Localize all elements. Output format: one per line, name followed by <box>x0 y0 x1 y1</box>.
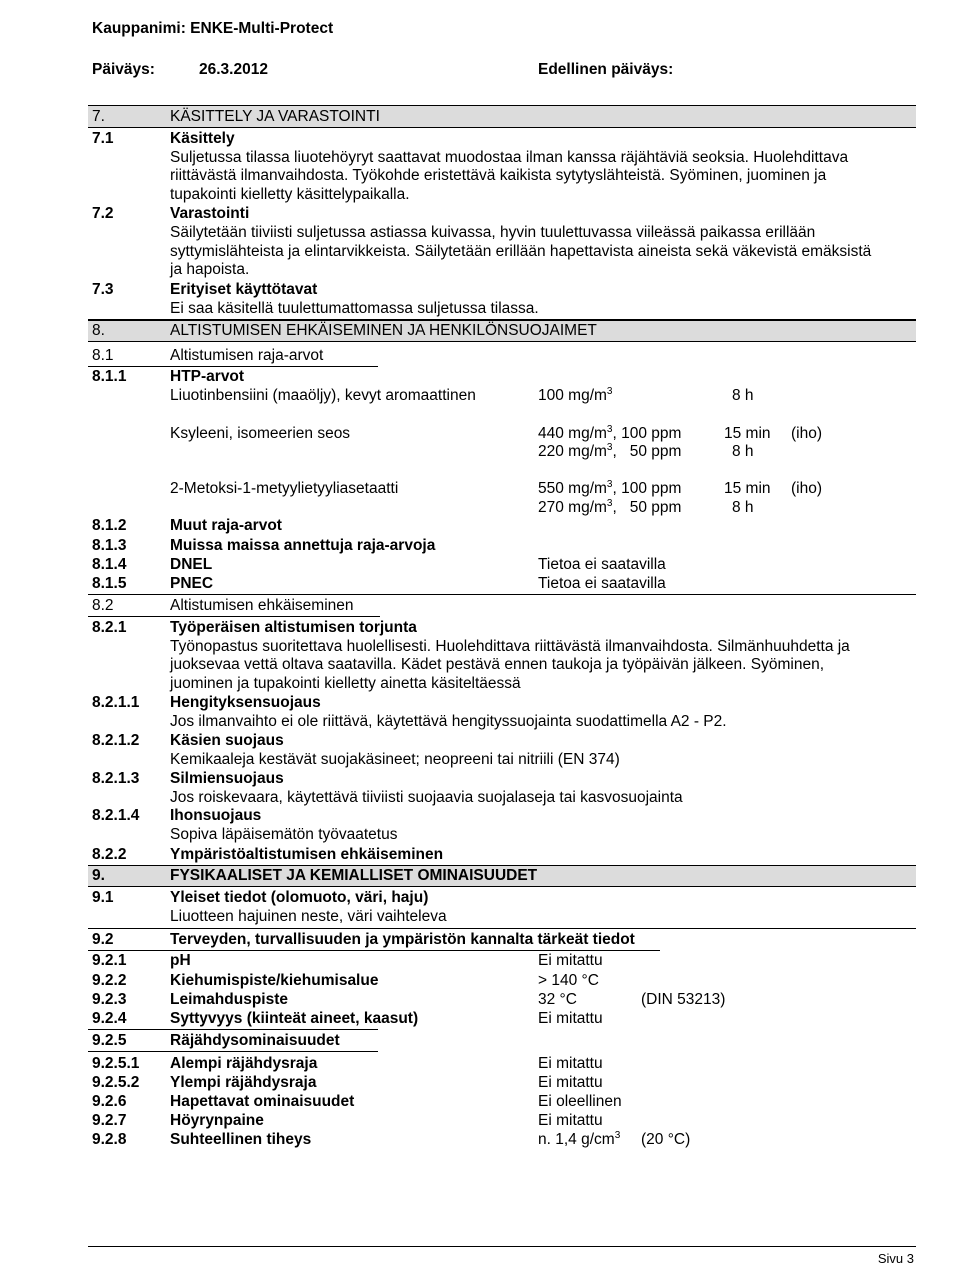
s8214-num: 8.2.1.4 <box>92 807 140 824</box>
s813-title: Muissa maissa annettuja raja-arvoja <box>170 537 436 554</box>
divider <box>88 616 380 617</box>
htp-time: 15 min <box>724 480 771 497</box>
s822-num: 8.2.2 <box>92 846 127 863</box>
htp-name: Ksyleeni, isomeerien seos <box>170 425 351 442</box>
s8214-title: Ihonsuojaus <box>170 807 262 824</box>
prop-value: Ei oleellinen <box>538 1093 622 1110</box>
htp-note: (iho) <box>791 480 823 497</box>
s8211-num: 8.2.1.1 <box>92 694 140 711</box>
s812-title: Muut raja-arvot <box>170 517 282 534</box>
s8213-title: Silmiensuojaus <box>170 770 284 787</box>
prop-num: 9.2.8 <box>92 1131 127 1148</box>
s71-text: Suljetussa tilassa liuotehöyryt saattavat muodostaa ilman kanssa räjähtäviä seoksia. Huolehdittava <box>170 149 849 166</box>
s72-text: Säilytetään tiiviisti suljetussa astiassa kuivassa, hyvin tuulettuvassa viileässä paikassa erillään <box>170 224 816 241</box>
s813-num: 8.1.3 <box>92 537 127 554</box>
prop-value: Ei mitattu <box>538 952 603 969</box>
s71-text: riittävästä ilmanvaihdosta. Työkohde eristettävä kaikista sytytyslähteistä. Syöminen, juominen ja <box>170 167 827 184</box>
prop-num: 9.2.2 <box>92 972 127 989</box>
s8211-text: Jos ilmanvaihto ei ole riittävä, käytettävä hengityssuojainta suodattimella A2 - P2. <box>170 713 727 730</box>
product-name: Kauppanimi: ENKE-Multi-Protect <box>92 20 334 37</box>
divider <box>88 928 916 929</box>
htp-value: 550 $mg/m^3$, 100 ppm <box>538 478 682 497</box>
prop-extra: (DIN 53213) <box>641 991 726 1008</box>
prop-name: Höyrynpaine <box>170 1112 264 1129</box>
prop-num: 9.2.3 <box>92 991 127 1008</box>
s71-num: 7.1 <box>92 130 114 147</box>
s82-num: 8.2 <box>92 597 114 614</box>
section-7-title: KÄSITTELY JA VARASTOINTI <box>170 108 380 125</box>
divider <box>88 950 660 951</box>
s91-num: 9.1 <box>92 889 114 906</box>
s8213-num: 8.2.1.3 <box>92 770 140 787</box>
prop-num: 9.2.1 <box>92 952 127 969</box>
htp-time: 15 min <box>724 425 771 442</box>
s821-num: 8.2.1 <box>92 619 127 636</box>
s811-title: HTP-arvot <box>170 368 245 385</box>
footer-rule <box>88 1246 916 1269</box>
section-7-num: 7. <box>92 108 105 125</box>
s8213-text: Jos roiskevaara, käytettävä tiiviisti suojaavia suojalaseja tai kasvosuojainta <box>170 789 683 806</box>
s811-num: 8.1.1 <box>92 368 127 385</box>
section-9-num: 9. <box>92 867 105 884</box>
s821-text: Työnopastus suoritettava huolellisesti. Huolehdittava riittävästä ilmanvaihdosta. Silmänhuuhdetta ja <box>170 638 850 655</box>
s821-text: juoksevaa vettä oltava saatavilla. Kädet pestävä ennen taukoja ja työpäivän jälkeen. Syöminen, <box>170 656 825 673</box>
htp-name: Liuotinbensiini (maaöljy), kevyt aromaattinen <box>170 387 476 404</box>
prop-value: Ei mitattu <box>538 1055 603 1072</box>
s8212-num: 8.2.1.2 <box>92 732 140 749</box>
page-number: Sivu 3 <box>877 1251 914 1266</box>
s8211-title: Hengityksensuojaus <box>170 694 321 711</box>
section-9-title: FYSIKAALISET JA KEMIALLISET OMINAISUUDET <box>170 867 538 884</box>
divider <box>88 1051 378 1052</box>
prop-value: > 140 °C <box>538 972 599 989</box>
prop-name: pH <box>170 952 191 969</box>
prop-name: Syttyvyys (kiinteät aineet, kaasut) <box>170 1010 419 1027</box>
prop-num: 9.2.7 <box>92 1112 127 1129</box>
s8212-title: Käsien suojaus <box>170 732 284 749</box>
htp-value: 220 $mg/m^3$, 50 ppm <box>538 441 682 460</box>
prop-extra: (20 °C) <box>641 1131 691 1148</box>
prop-name: Leimahduspiste <box>170 991 288 1008</box>
s72-text: ja hapoista. <box>170 261 250 278</box>
s72-title: Varastointi <box>170 205 250 222</box>
s72-text: syttymislähteista ja elintarvikkeista. Säilytetään erillään hapettavista aineista sekä väkevistä emäksistä <box>170 243 872 260</box>
htp-value: 270 $mg/m^3$, 50 ppm <box>538 497 682 516</box>
htp-time: 8 h <box>732 443 754 460</box>
s73-text: Ei saa käsitellä tuulettumattomassa suljetussa tilassa. <box>170 300 539 317</box>
htp-value: 440 $mg/m^3$, 100 ppm <box>538 423 682 442</box>
prop-name: Ylempi räjähdysraja <box>170 1074 317 1091</box>
s925-title: Räjähdysominaisuudet <box>170 1032 340 1049</box>
s814-num: 8.1.4 <box>92 556 127 573</box>
prop-num: 9.2.5.2 <box>92 1074 140 1091</box>
prop-num: 9.2.4 <box>92 1010 127 1027</box>
htp-value: 100 $mg/m^3$ <box>538 385 613 404</box>
s821-text: juominen ja tupakointi kielletty ainetta käsiteltäessä <box>170 675 521 692</box>
prop-value: Ei mitattu <box>538 1010 603 1027</box>
divider <box>88 594 916 595</box>
date-value: 26.3.2012 <box>199 61 268 78</box>
s81-title: Altistumisen raja-arvot <box>170 347 324 364</box>
htp-name: 2-Metoksi-1-metyylietyyliasetaatti <box>170 480 399 497</box>
s91-text: Liuotteen hajuinen neste, väri vaihteleva <box>170 908 447 925</box>
prop-value: 32 °C <box>538 991 577 1008</box>
prop-value: Ei mitattu <box>538 1112 603 1129</box>
prop-value: Ei mitattu <box>538 1074 603 1091</box>
section-8-num: 8. <box>92 322 105 339</box>
s92-title: Terveyden, turvallisuuden ja ympäristön kannalta tärkeät tiedot <box>170 931 635 948</box>
htp-time: 8 h <box>732 387 754 404</box>
s92-num: 9.2 <box>92 931 114 948</box>
htp-note: (iho) <box>791 425 823 442</box>
s71-text: tupakointi kielletty käsittelypaikalla. <box>170 186 410 203</box>
prop-num: 9.2.5.1 <box>92 1055 140 1072</box>
s73-title: Erityiset käyttötavat <box>170 281 318 298</box>
prop-value: n. 1,4 $g/cm^3$ <box>538 1129 621 1148</box>
prop-name: Alempi räjähdysraja <box>170 1055 318 1072</box>
s81-num: 8.1 <box>92 347 114 364</box>
s815-title: PNEC <box>170 575 214 592</box>
s814-title: DNEL <box>170 556 213 573</box>
prop-name: Suhteellinen tiheys <box>170 1131 312 1148</box>
prop-name: Kiehumispiste/kiehumisalue <box>170 972 379 989</box>
s812-num: 8.1.2 <box>92 517 127 534</box>
s814-value: Tietoa ei saatavilla <box>538 556 666 573</box>
s71-title: Käsittely <box>170 130 235 147</box>
s72-num: 7.2 <box>92 205 114 222</box>
s82-title: Altistumisen ehkäiseminen <box>170 597 354 614</box>
htp-time: 8 h <box>732 499 754 516</box>
s815-value: Tietoa ei saatavilla <box>538 575 666 592</box>
prev-date-label: Edellinen päiväys: <box>538 61 674 78</box>
s821-title: Työperäisen altistumisen torjunta <box>170 619 417 636</box>
divider <box>88 1029 378 1030</box>
section-8-title: ALTISTUMISEN EHKÄISEMINEN JA HENKILÖNSUOJAIMET <box>170 322 597 339</box>
prop-name: Hapettavat ominaisuudet <box>170 1093 355 1110</box>
s8212-text: Kemikaaleja kestävät suojakäsineet; neopreeni tai nitriili (EN 374) <box>170 751 620 768</box>
s91-title: Yleiset tiedot (olomuoto, väri, haju) <box>170 889 429 906</box>
s815-num: 8.1.5 <box>92 575 127 592</box>
s8214-text: Sopiva läpäisemätön työvaatetus <box>170 826 398 843</box>
date-label: Päiväys: <box>92 61 155 78</box>
s73-num: 7.3 <box>92 281 114 298</box>
s822-title: Ympäristöaltistumisen ehkäiseminen <box>170 846 444 863</box>
s925-num: 9.2.5 <box>92 1032 127 1049</box>
prop-num: 9.2.6 <box>92 1093 127 1110</box>
divider <box>88 366 378 367</box>
